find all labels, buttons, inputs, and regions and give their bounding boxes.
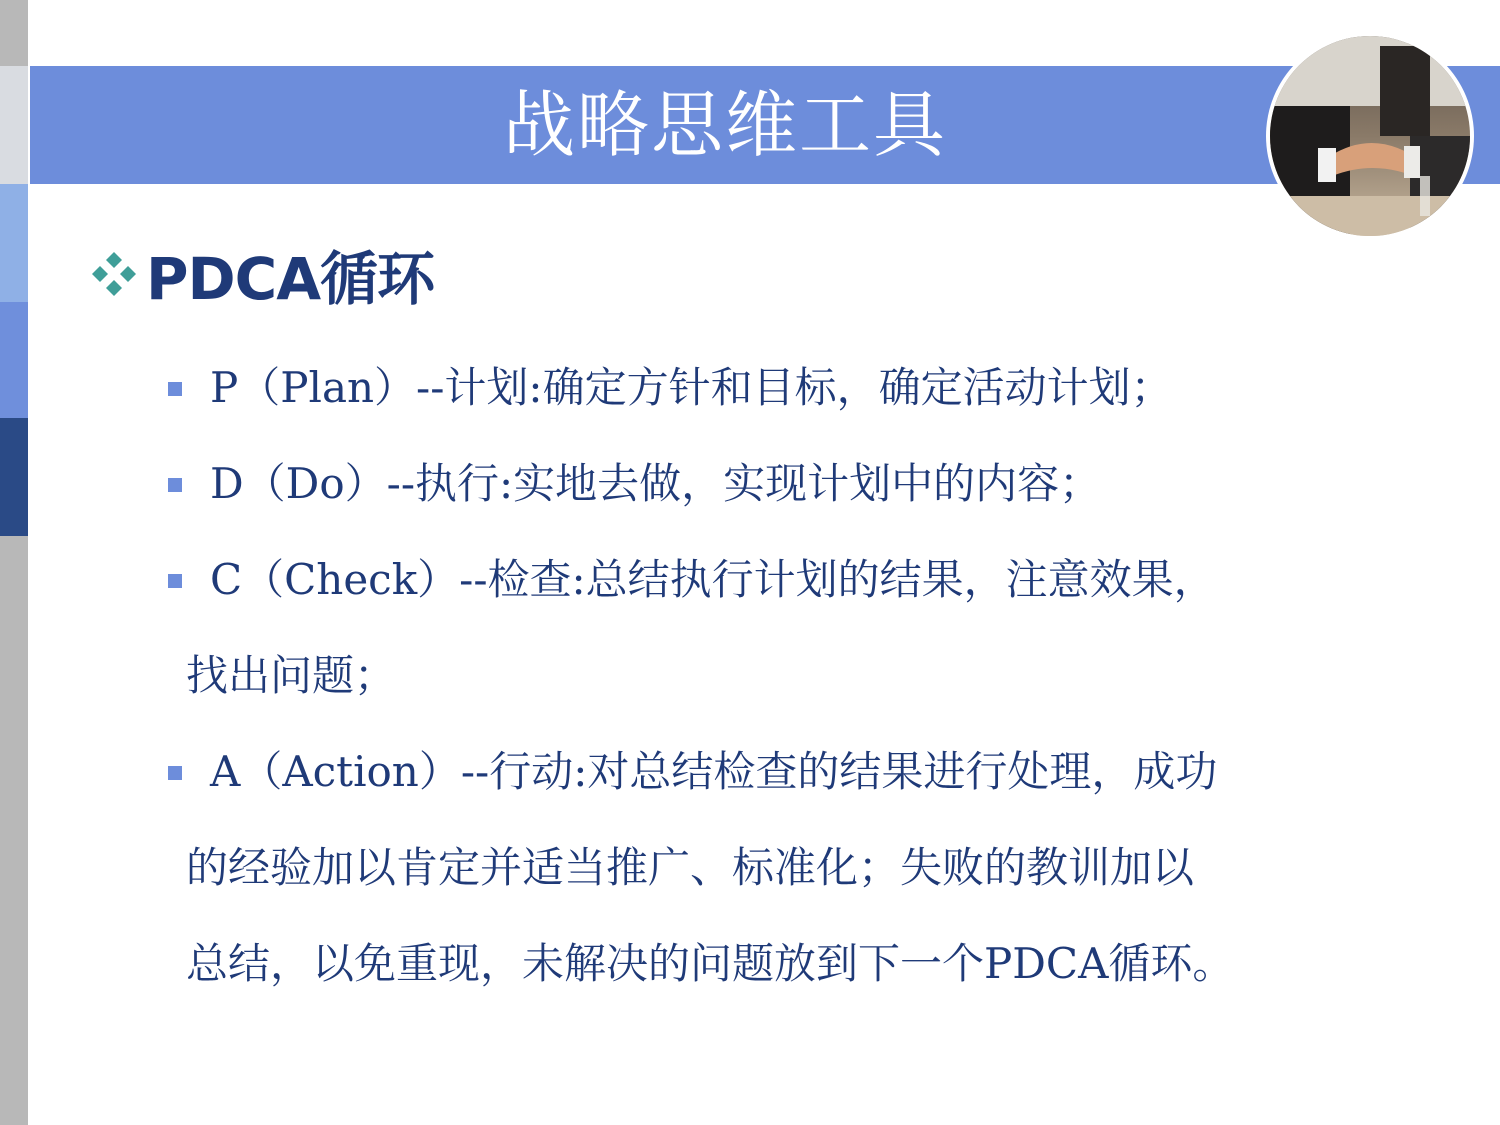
list-item-plan	[160, 340, 1460, 436]
heading-text: PDCA循环	[146, 245, 435, 313]
handshake-photo	[1266, 32, 1474, 240]
section-heading	[88, 234, 434, 314]
square-bullet-icon	[168, 382, 182, 396]
item-text: P（Plan）--计划:确定方针和目标，确定活动计划；	[210, 363, 1173, 412]
list-item-check	[160, 532, 1460, 724]
item-text: A（Action）--行动:对总结检查的结果进行处理，成功	[210, 747, 1218, 796]
list-item-do	[160, 436, 1460, 532]
bullet-list	[160, 340, 1460, 1012]
sidebar-stripe-gray-top	[0, 0, 28, 66]
slide-title: 战略思维工具	[502, 83, 947, 167]
item-text-continued: 总结，以免重现，未解决的问题放到下一个PDCA循环。	[186, 939, 1235, 988]
sidebar-stripe-sky	[0, 184, 28, 302]
sidebar-stripe-blue	[0, 302, 28, 418]
item-text: D（Do）--执行:实地去做，实现计划中的内容；	[210, 459, 1102, 508]
sidebar-stripe-navy	[0, 418, 28, 536]
sidebar-stripe-gray-bottom	[0, 536, 28, 1125]
item-text: C（Check）--检查:总结执行计划的结果，注意效果，	[210, 555, 1216, 604]
square-bullet-icon	[168, 766, 182, 780]
diamond-cluster-icon	[88, 248, 140, 300]
square-bullet-icon	[168, 478, 182, 492]
square-bullet-icon	[168, 574, 182, 588]
item-text-continued: 找出问题；	[186, 651, 397, 700]
sidebar-stripe-light	[0, 66, 28, 184]
list-item-action	[160, 724, 1460, 1012]
item-text-continued: 的经验加以肯定并适当推广、标准化；失败的教训加以	[186, 843, 1195, 892]
